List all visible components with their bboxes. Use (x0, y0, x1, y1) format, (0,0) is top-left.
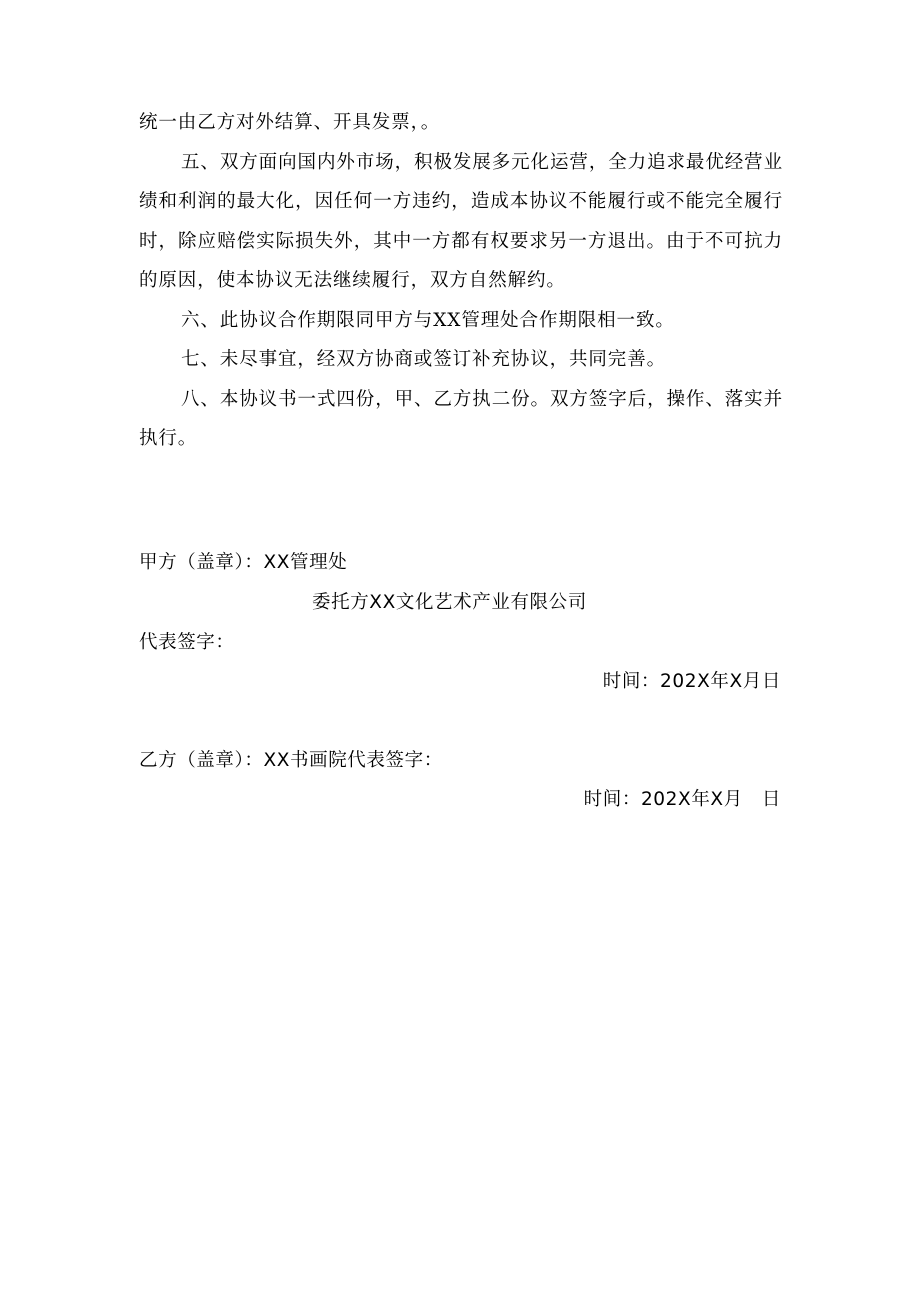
representative-signature-label: 代表签字： (139, 632, 235, 653)
paragraph-clause-6: 六、此协议合作期限同甲方与XX管理处合作期限相一致。 (181, 309, 675, 331)
party-b-seal-and-signature: 乙方（盖章）：XX书画院代表签字： (139, 750, 443, 771)
entrusting-party: 委托方XX文化艺术产业有限公司 (312, 592, 587, 613)
paragraph-clause-5: 五、双方面向国内外市场，积极发展多元化运营，全力追求最优经营业绩和利润的最大化，因任何一方违约，造成本协议不能履行或不能完全履行时，除应赔偿实际损失外，其中一方都有权要求另一方退出。由于不可抗力的原因，使本协议无法继续履行，双方自然解约。 (139, 151, 783, 291)
party-b-date: 时间：202X年X月 日 (583, 789, 781, 810)
paragraph-continuation: 统一由乙方对外结算、开具发票，。 (139, 112, 441, 133)
party-a-date: 时间：202X年X月日 (602, 671, 781, 692)
paragraph-clause-7: 七、未尽事宜，经双方协商或签订补充协议，共同完善。 (181, 349, 667, 370)
paragraph-clause-8: 八、本协议书一式四份，甲、乙方执二份。双方签字后，操作、落实并执行。 (139, 388, 783, 449)
agreement-body (139, 103, 783, 459)
party-a-seal: 甲方（盖章）：XX管理处 (139, 552, 348, 573)
